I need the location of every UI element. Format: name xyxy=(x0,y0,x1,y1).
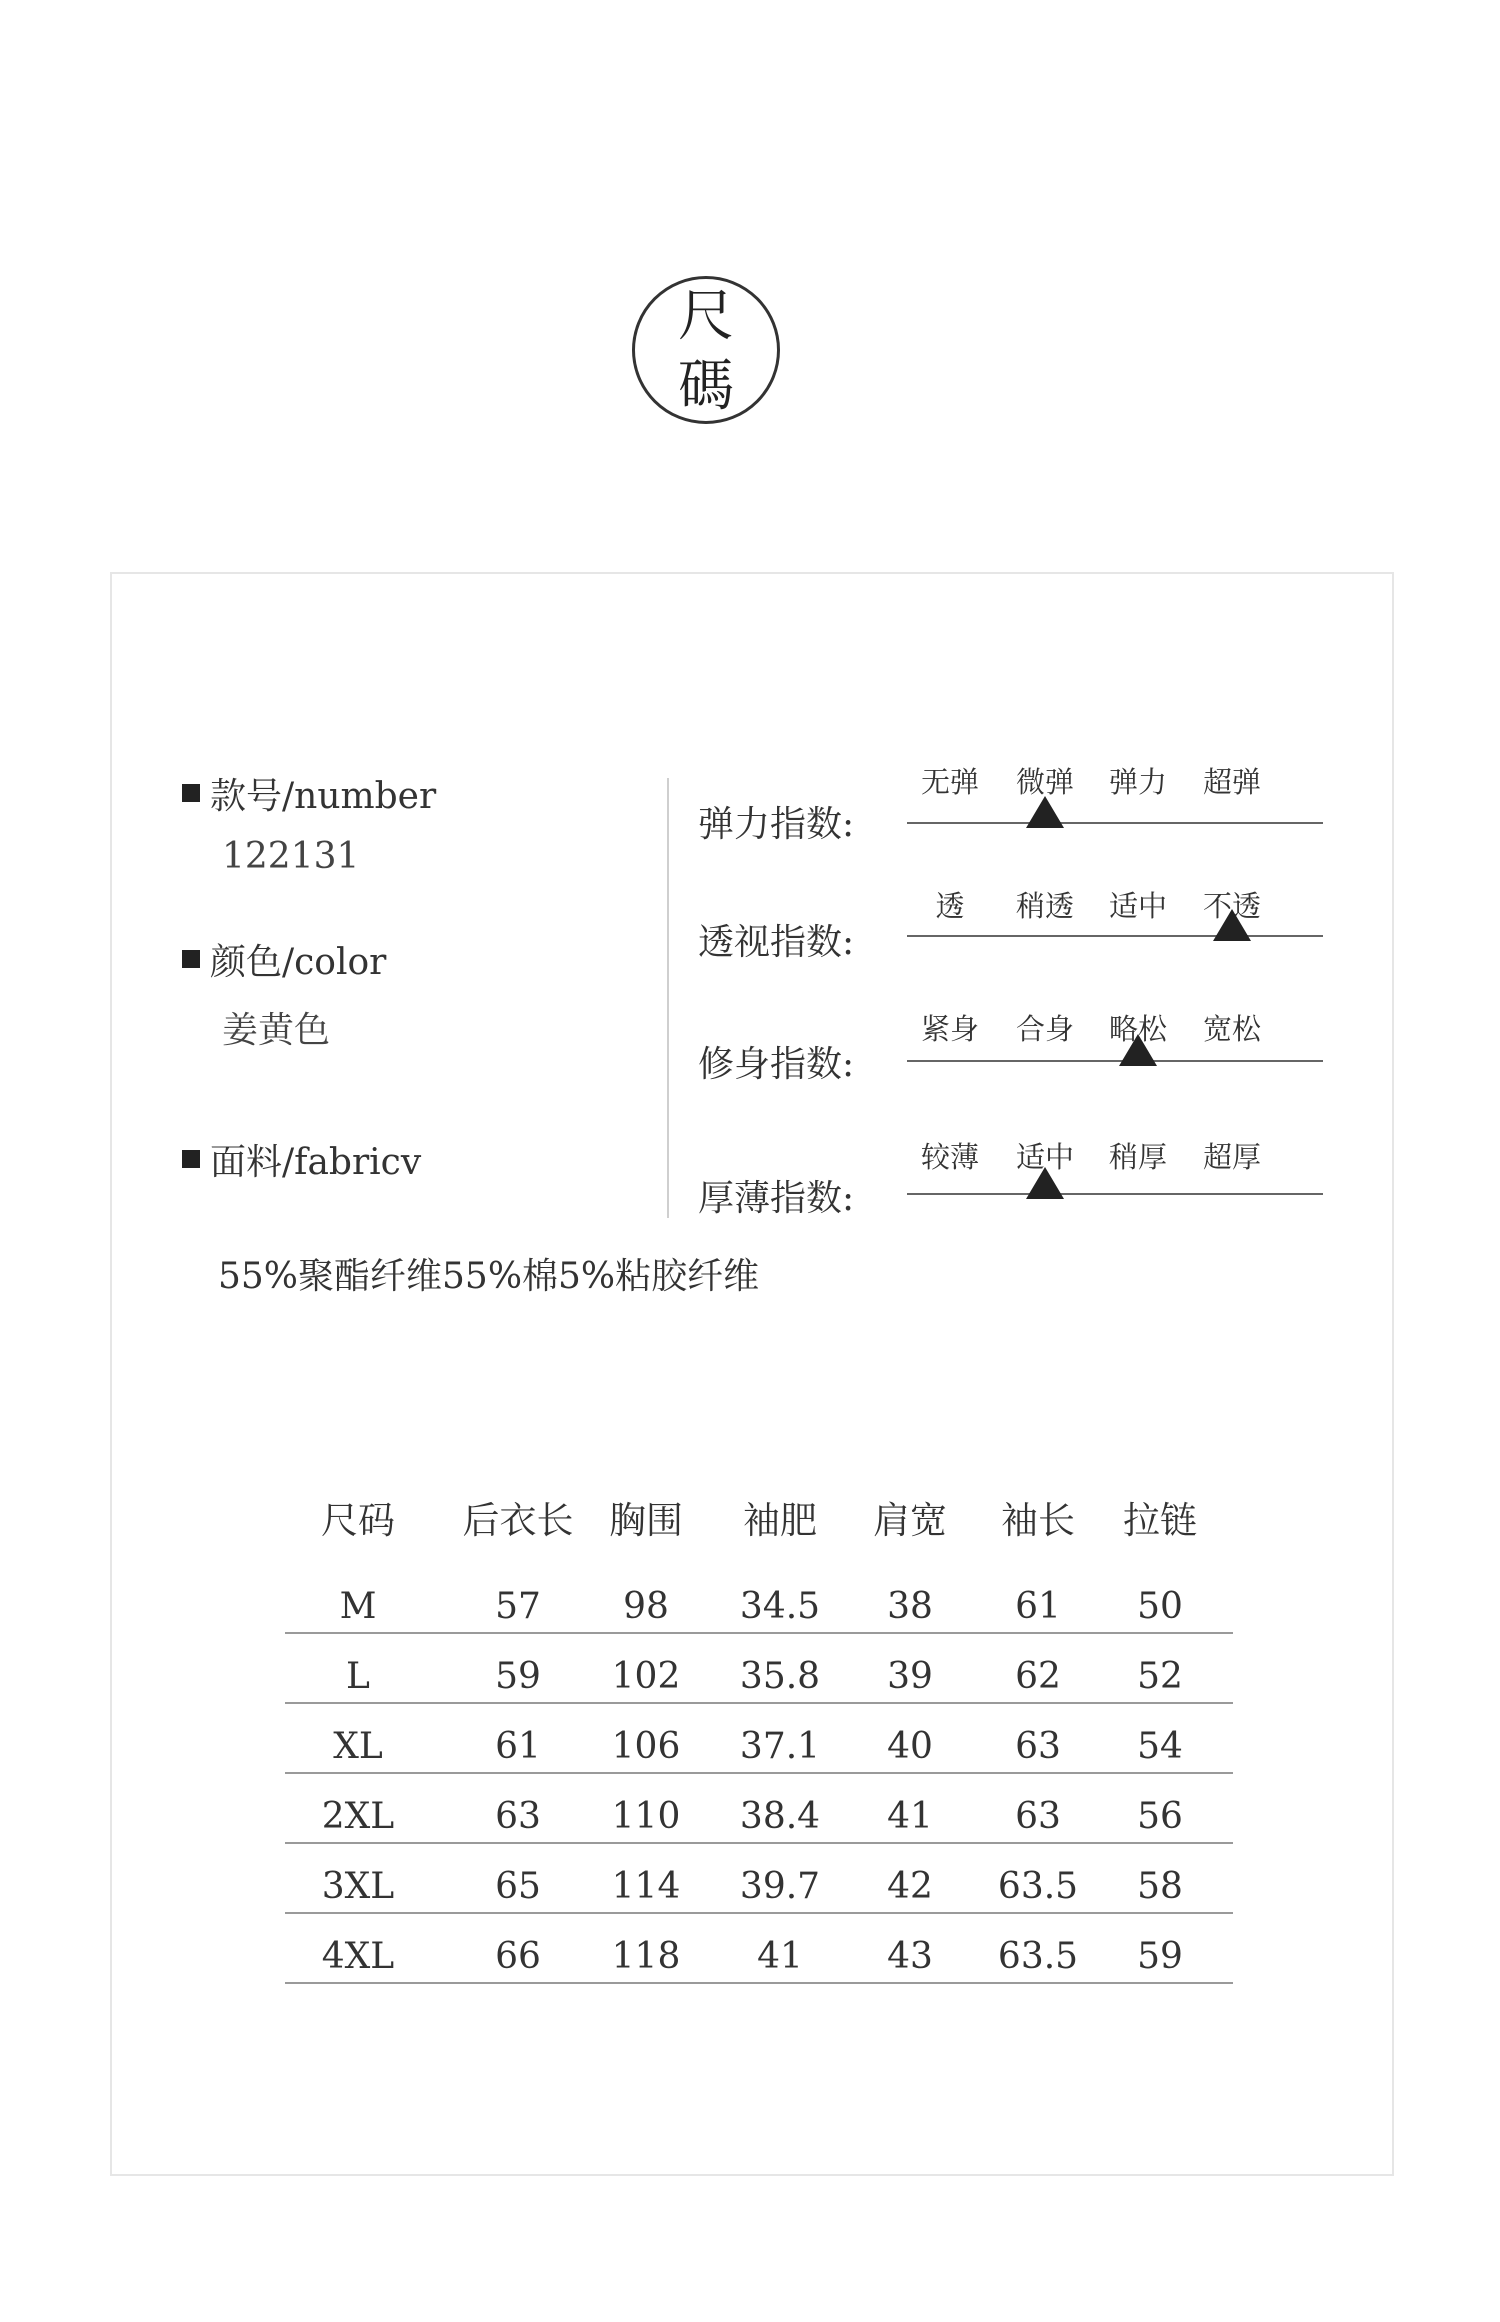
table-cell: 40 xyxy=(887,1726,933,1767)
table-cell: 39 xyxy=(887,1656,933,1697)
table-header-cell: 拉链 xyxy=(1123,1499,1197,1542)
scale-title: 修身指数: xyxy=(698,1044,855,1085)
scale-title: 弹力指数: xyxy=(698,804,855,845)
table-cell: 35.8 xyxy=(739,1656,821,1697)
table-row-line xyxy=(285,1772,1233,1774)
table-header-cell: 尺码 xyxy=(321,1499,395,1542)
scale-marker-triangle-icon xyxy=(1026,796,1064,828)
seal-char-bottom: 碼 xyxy=(678,354,734,419)
table-row-line xyxy=(285,1912,1233,1914)
number-value: 122131 xyxy=(222,836,360,877)
scale-title: 透视指数: xyxy=(698,922,855,963)
scale-line xyxy=(907,1060,1323,1062)
scale-marker-triangle-icon xyxy=(1026,1167,1064,1199)
table-cell: 63 xyxy=(1015,1796,1061,1837)
scale-option: 稍透 xyxy=(1015,889,1075,923)
table-cell: 62 xyxy=(1015,1656,1061,1697)
table-cell: 98 xyxy=(623,1586,669,1627)
table-cell: 52 xyxy=(1137,1656,1183,1697)
table-cell: 66 xyxy=(495,1936,541,1977)
scale-option: 无弹 xyxy=(920,765,980,799)
table-row-line xyxy=(285,1702,1233,1704)
table-cell: 59 xyxy=(1137,1936,1183,1977)
scale-marker-triangle-icon xyxy=(1213,909,1251,941)
table-header-cell: 肩宽 xyxy=(873,1499,947,1542)
table-header-cell: 胸围 xyxy=(609,1499,683,1542)
table-cell: 59 xyxy=(495,1656,541,1697)
fabric-label: 面料/fabricv xyxy=(182,1134,421,1185)
table-cell: 3XL xyxy=(321,1866,395,1907)
table-row-line xyxy=(285,1632,1233,1634)
scale-option: 略松 xyxy=(1108,1012,1168,1046)
scale-line xyxy=(907,822,1323,824)
table-cell: 102 xyxy=(611,1656,681,1697)
color-label: 颜色/color xyxy=(182,934,386,985)
table-cell: 63.5 xyxy=(997,1866,1079,1907)
table-header-cell: 袖肥 xyxy=(743,1499,817,1542)
table-cell: 58 xyxy=(1137,1866,1183,1907)
scale-option: 合身 xyxy=(1015,1012,1075,1046)
table-cell: 4XL xyxy=(321,1936,395,1977)
seal-char-top: 尺 xyxy=(678,284,734,349)
table-cell: 63 xyxy=(495,1796,541,1837)
table-cell: 65 xyxy=(495,1866,541,1907)
table-cell: 41 xyxy=(757,1936,803,1977)
scale-option: 不透 xyxy=(1202,889,1262,923)
table-cell: 63 xyxy=(1015,1726,1061,1767)
table-cell: 61 xyxy=(495,1726,541,1767)
table-header-cell: 袖长 xyxy=(1001,1499,1075,1542)
table-cell: 118 xyxy=(611,1936,681,1977)
table-cell: 38 xyxy=(887,1586,933,1627)
table-cell: 110 xyxy=(611,1796,681,1837)
table-cell: XL xyxy=(333,1726,383,1767)
bullet-square-icon xyxy=(182,784,200,802)
scale-title: 厚薄指数: xyxy=(698,1178,855,1219)
table-cell: 114 xyxy=(611,1866,681,1907)
section-divider xyxy=(667,778,669,1218)
number-label: 款号/number xyxy=(182,768,436,819)
table-row-line xyxy=(285,1842,1233,1844)
color-value: 姜黄色 xyxy=(222,1010,331,1051)
table-cell: 56 xyxy=(1137,1796,1183,1837)
table-header-cell: 后衣长 xyxy=(462,1499,574,1542)
table-cell: M xyxy=(339,1586,377,1627)
table-cell: 43 xyxy=(887,1936,933,1977)
scale-option: 超弹 xyxy=(1202,765,1262,799)
table-row-line xyxy=(285,1982,1233,1984)
table-cell: 2XL xyxy=(321,1796,395,1837)
scale-option: 弹力 xyxy=(1108,765,1168,799)
scale-marker-triangle-icon xyxy=(1119,1034,1157,1066)
scale-option: 稍厚 xyxy=(1108,1140,1168,1174)
table-cell: 50 xyxy=(1137,1586,1183,1627)
table-cell: 57 xyxy=(495,1586,541,1627)
scale-option: 较薄 xyxy=(920,1140,980,1174)
scale-line xyxy=(907,935,1323,937)
scale-option: 透 xyxy=(935,889,965,923)
table-cell: 41 xyxy=(887,1796,933,1837)
size-seal-logo xyxy=(632,276,780,424)
scale-option: 宽松 xyxy=(1202,1012,1262,1046)
scale-option: 微弹 xyxy=(1015,765,1075,799)
table-cell: 42 xyxy=(887,1866,933,1907)
scale-option: 超厚 xyxy=(1202,1140,1262,1174)
table-cell: 34.5 xyxy=(739,1586,821,1627)
scale-option: 适中 xyxy=(1015,1140,1075,1174)
table-cell: 38.4 xyxy=(739,1796,821,1837)
scale-option: 适中 xyxy=(1108,889,1168,923)
table-cell: 39.7 xyxy=(739,1866,821,1907)
table-cell: 37.1 xyxy=(739,1726,821,1767)
table-cell: 106 xyxy=(611,1726,681,1767)
table-cell: 61 xyxy=(1015,1586,1061,1627)
scale-option: 紧身 xyxy=(920,1012,980,1046)
bullet-square-icon xyxy=(182,1150,200,1168)
bullet-square-icon xyxy=(182,950,200,968)
table-cell: 63.5 xyxy=(997,1936,1079,1977)
table-cell: 54 xyxy=(1137,1726,1183,1767)
scale-line xyxy=(907,1193,1323,1195)
fabric-value: 55%聚酯纤维55%棉5%粘胶纤维 xyxy=(218,1256,760,1297)
table-cell: L xyxy=(346,1656,370,1697)
